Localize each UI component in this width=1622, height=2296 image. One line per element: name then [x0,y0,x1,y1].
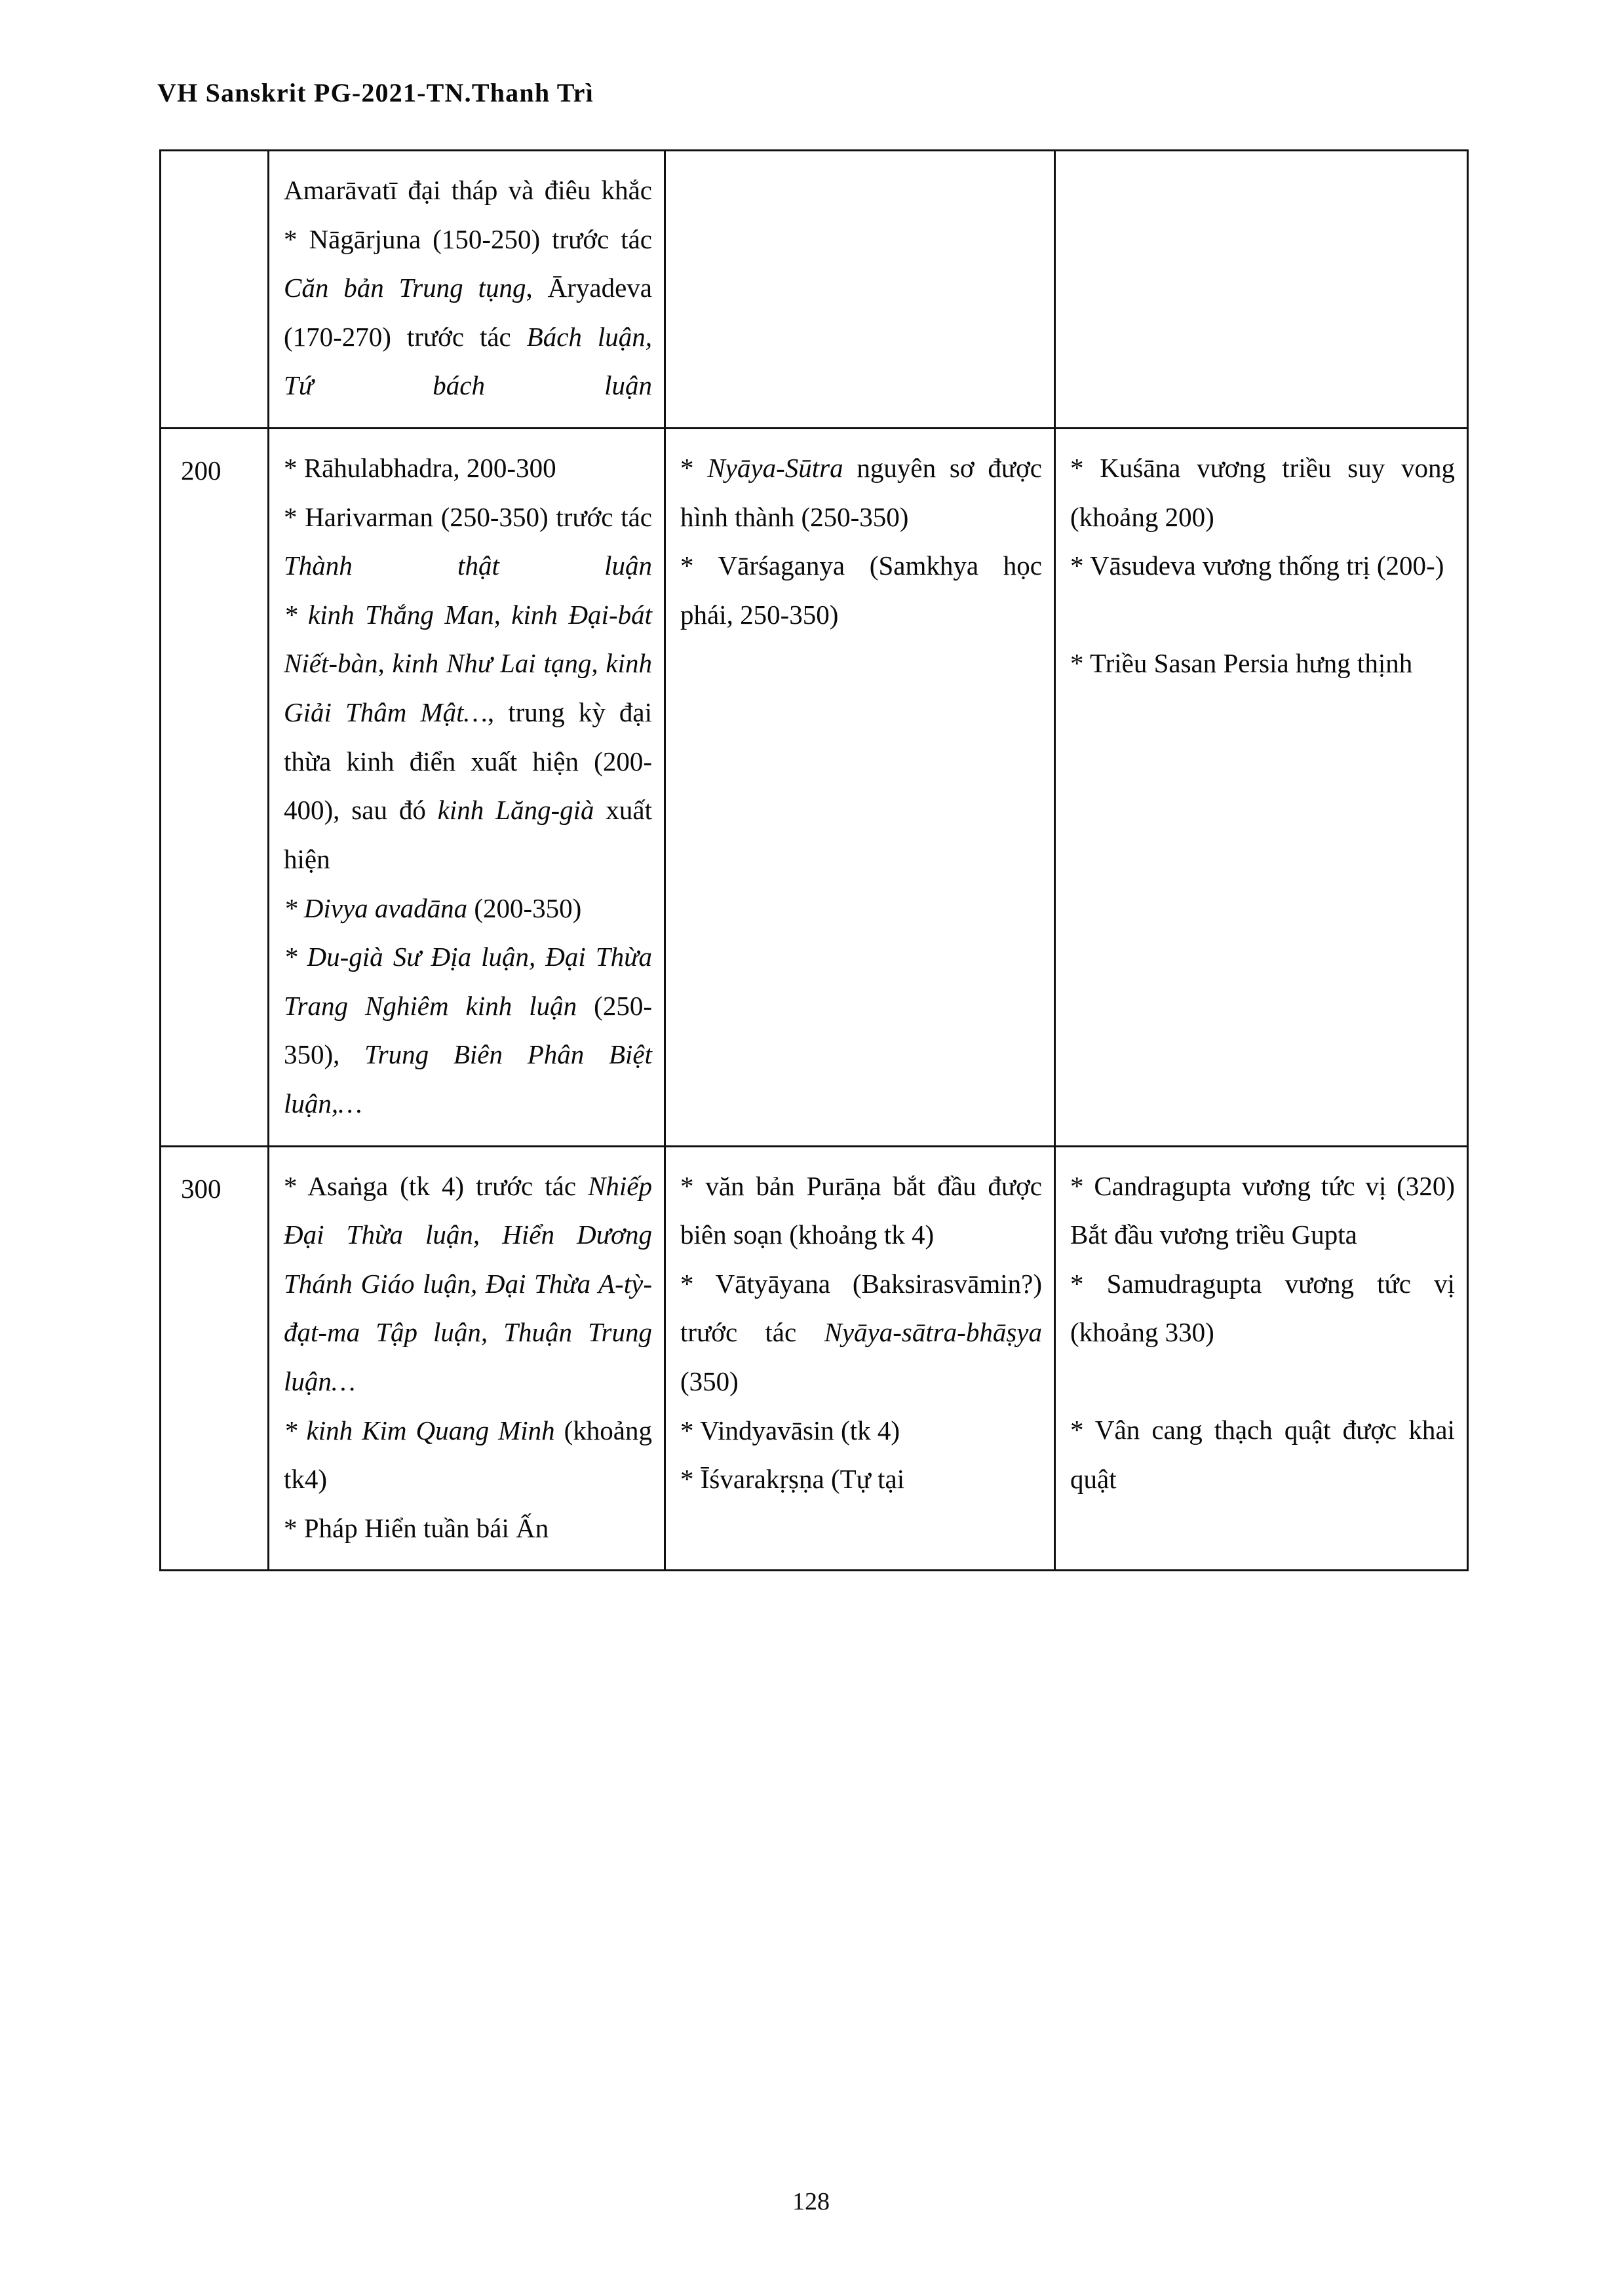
entry-text: nguyên sơ được hình thành (250-350) [680,453,1042,532]
entry-vindyavasin [680,1406,1042,1455]
entry-nyaya-sutra [680,444,1042,541]
work-title: Nyāya-Sūtra [707,453,843,484]
history-cell [1055,151,1468,429]
table-row [161,429,1468,1147]
year-cell [161,151,269,429]
entry-vatyayana [680,1259,1042,1406]
entry-text: * Vātyāyana (Baksirasvāmin?) trước tác [680,1268,1042,1348]
work-title: * Divya avadāna [284,892,468,923]
buddhism-cell [269,151,665,429]
running-header: VH Sanskrit PG-2021-TN.Thanh Trì [157,78,594,107]
entry-text: (350) [680,1366,739,1397]
entry-text: * Triều Sasan Persia hưng thịnh [1070,647,1413,678]
entry-text: , trung kỳ đại thừa kinh điển xuất hiện (200-400), sau đó [284,697,652,826]
year-cell: 300 [161,1146,269,1571]
entry-candragupta [1070,1162,1455,1259]
entry-text: * Asaṅga (tk 4) trước tác [284,1170,589,1201]
entry-vasudeva [1070,541,1455,590]
entry-text: * Kuśāna vương triều suy vong (khoảng 200) [1070,453,1455,532]
work-title: Căn bản Trung tụng [284,273,526,303]
entry-nagarjuna [284,215,652,410]
entry-kim-quang-minh [284,1406,652,1504]
year-cell: 200 [161,429,269,1147]
entry-isvarakrsna [680,1455,1042,1504]
entry-text: xuất hiện [284,795,653,874]
entry-text: * Pháp Hiển tuần bái Ấn [284,1512,549,1543]
work-title: Nhiếp Đại Thừa luận, Hiển Dương Thánh Giáo luận, Đại Thừa A-tỳ-đạt-ma Tập luận, Thuận Trung luận… [284,1170,652,1397]
entry-text: , Āryadeva (170-270) trước tác [284,273,653,352]
table-row [161,151,1468,429]
entry-sasan-persia [1070,639,1455,688]
work-title: Thành thật luận [284,550,652,581]
entry-yogacarabhumi [284,932,652,1128]
entry-sutras [284,590,652,884]
entry-text: * Vārśaganya (Samkhya học phái, 250-350) [680,550,1042,630]
entry-text: * Rāhulabhadra, 200-300 [284,453,556,484]
entry-text: (250-350), [284,990,652,1070]
entry-rahulabhadra [284,444,652,493]
entry-asanga [284,1162,652,1406]
entry-text: * [680,453,708,484]
table-row [161,1146,1468,1571]
work-title: * kinh Thắng Man, kinh Đại-bát Niết-bàn, kinh Như Lai tạng, kinh Giải Thâm Mật… [284,599,652,728]
philosophy-cell [665,151,1055,429]
entry-van-cang [1070,1406,1455,1503]
chronology-table [159,149,1469,1571]
work-title: Bách luận, Tứ bách luận [284,321,652,401]
entry-divya-avadana [284,884,652,933]
entry-text: * Vāsudeva vương thống trị (200-) [1070,550,1444,581]
work-title: Trung Biên Phân Biệt luận,… [284,1039,653,1119]
blank-line [1070,590,1455,639]
entry-text: * Harivarman (250-350) trước tác [284,501,652,532]
entry-text: * Vân cang thạch quật được khai quật [1070,1415,1455,1494]
work-title: * kinh Kim Quang Minh [284,1415,555,1445]
entry-amaravati [284,166,652,215]
entry-text: (200-350) [467,892,582,923]
entry-harivarman [284,493,652,590]
entry-text: (khoảng tk4) [284,1415,653,1495]
entry-text: * Samudragupta vương tức vị (khoảng 330) [1070,1268,1455,1348]
entry-samudragupta [1070,1259,1455,1357]
work-title: Nyāya-sātra-bhāṣya [824,1317,1042,1348]
entry-kusana [1070,444,1455,541]
entry-purana [680,1162,1042,1259]
entry-text: * Īśvarakṛṣṇa (Tự tại [680,1464,905,1495]
philosophy-cell [665,429,1055,1147]
entry-phap-hien [284,1504,652,1553]
work-title: * Du-già Sư Địa luận, Đại Thừa Trang Nghiêm kinh luận [284,942,652,1021]
buddhism-cell [269,429,665,1147]
buddhism-cell [269,1146,665,1571]
philosophy-cell [665,1146,1055,1571]
page-number: 128 [792,2188,830,2215]
history-cell [1055,429,1468,1147]
entry-text: * Nāgārjuna (150-250) trước tác [284,223,652,254]
entry-text: * văn bản Purāṇa bắt đầu được biên soạn (khoảng tk 4) [680,1170,1042,1250]
entry-text: * Vindyavāsin (tk 4) [680,1415,900,1445]
work-title: kinh Lăng-già [437,795,594,826]
entry-text: Amarāvatī đại tháp và điêu khắc [284,175,652,205]
blank-line [1070,1357,1455,1406]
history-cell [1055,1146,1468,1571]
entry-text: * Candragupta vương tức vị (320) Bắt đầu vương triều Gupta [1070,1170,1455,1250]
entry-varsaganya [680,541,1042,639]
